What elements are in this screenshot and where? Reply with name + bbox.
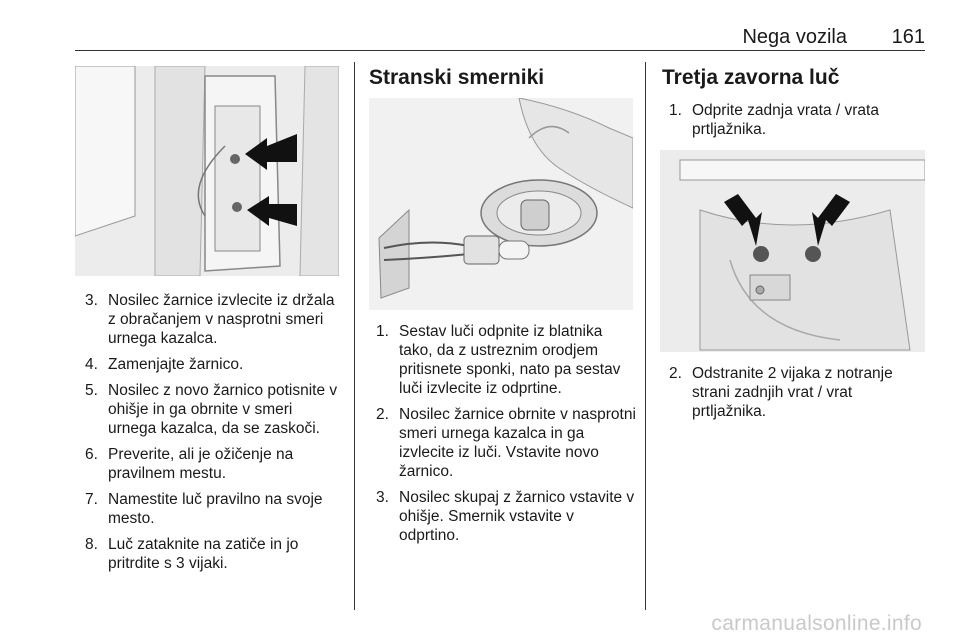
section-title: Stranski smerniki xyxy=(369,66,545,89)
section-title: Tretja zavorna luč xyxy=(662,66,840,89)
header-title: Nega vozila xyxy=(742,26,847,48)
column-divider xyxy=(354,62,355,610)
page-header xyxy=(75,26,925,51)
list-item: 1. Sestav luči odpnite iz blatnika tako, da z ustreznim orodjem pritisnete sponki, nato pa sestav luči izvlecite iz odprtine. xyxy=(376,323,621,397)
list-item: 2. Odstranite 2 vijaka z notranje strani zadnjih vrat / vrat prtljažnika. xyxy=(669,365,893,420)
list-item: 6. Preverite, ali je ožičenje na pravilnem mestu. xyxy=(85,446,294,482)
right-steps-list-2 xyxy=(669,364,919,428)
brake-light-illustration xyxy=(660,150,925,352)
brake-light-figure xyxy=(660,150,925,352)
list-item: 2. Nosilec žarnice obrnite v nasprotni smeri urnega kazalca in ga izvlecite iz luči. Vstavite novo žarnico. xyxy=(376,406,636,480)
list-item: 7. Namestite luč pravilno na svoje mesto. xyxy=(85,491,323,527)
column-divider xyxy=(645,62,646,610)
list-item: 4. Zamenjajte žarnico. xyxy=(85,356,244,373)
list-item: 3. Nosilec skupaj z žarnico vstavite v ohišje. Smernik vstavite v odprtino. xyxy=(376,489,635,544)
middle-steps-list xyxy=(376,322,636,552)
list-item: 3. Nosilec žarnice izvlecite iz držala z obračanjem v nasprotni smeri urnega kazalca. xyxy=(85,292,335,347)
side-indicator-illustration xyxy=(369,98,633,310)
watermark: carmanualsonline.info xyxy=(711,612,922,635)
left-steps-list xyxy=(85,291,343,580)
right-steps-list-1 xyxy=(669,101,919,146)
list-item: 1. Odprite zadnja vrata / vrata prtljažnika. xyxy=(669,102,879,138)
side-indicator-figure xyxy=(369,98,633,310)
taillight-holder-illustration xyxy=(75,66,339,276)
list-item: 5. Nosilec z novo žarnico potisnite v ohišje in ga obrnite v smeri urnega kazalca, da se zaskoči. xyxy=(85,382,338,437)
list-item: 8. Luč zataknite na zatiče in jo pritrdite s 3 vijaki. xyxy=(85,536,299,572)
taillight-holder-figure xyxy=(75,66,339,276)
page-number: 161 xyxy=(891,26,925,48)
